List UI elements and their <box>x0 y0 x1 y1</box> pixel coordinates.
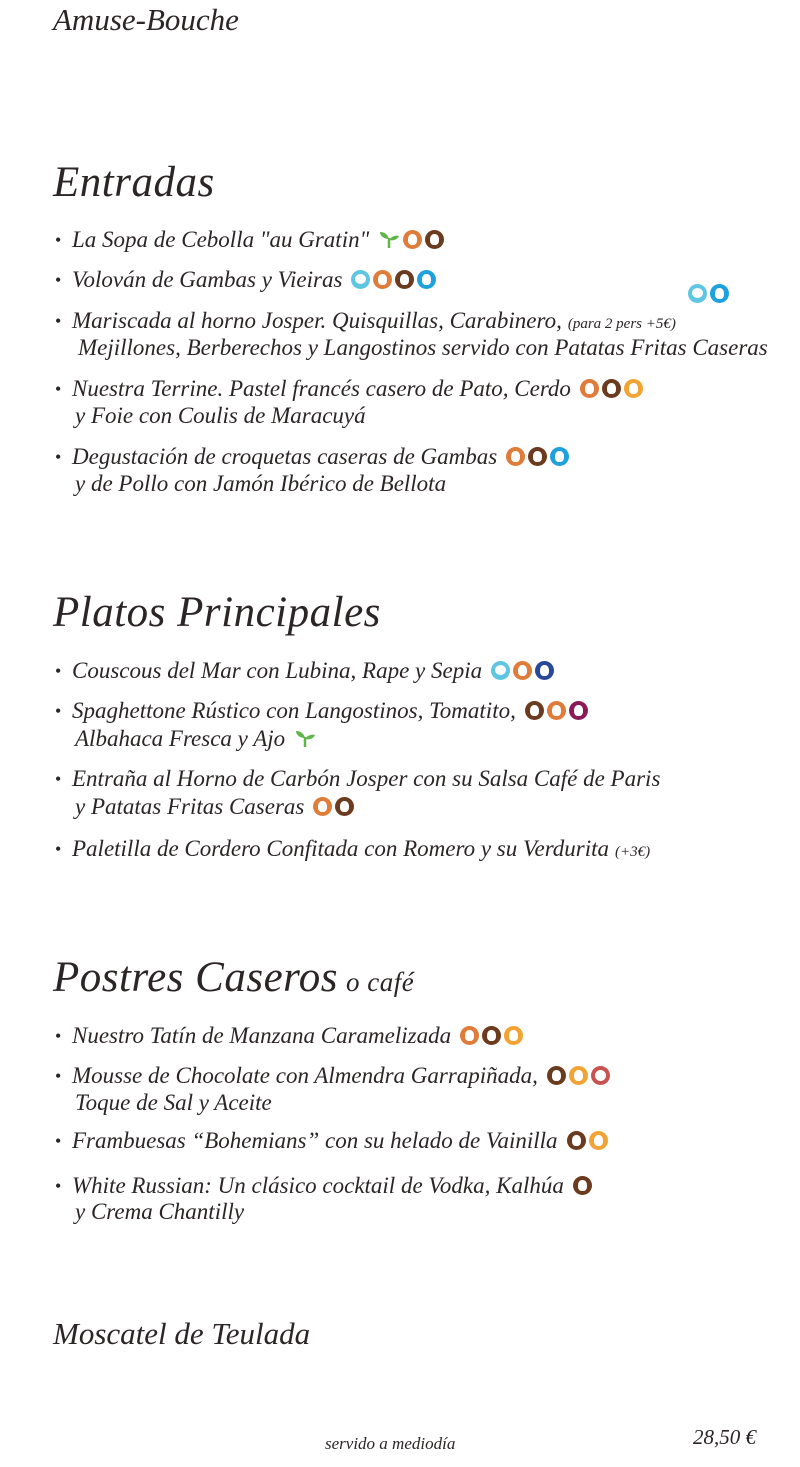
bullet: • <box>55 230 62 250</box>
menu-item-text: Frambuesas “Bohemians” con su helado de Vainilla <box>72 1128 558 1153</box>
bullet: • <box>55 311 62 331</box>
menu-item-text: y Foie con Coulis de Maracuyá <box>75 403 366 428</box>
allergen-icons <box>564 1128 608 1153</box>
menu-item-text: White Russian: Un clásico cocktail de Vodka, Kalhúa <box>72 1173 564 1198</box>
gluten-allergen-icon <box>513 661 532 680</box>
served-note: servido a mediodía <box>325 1434 456 1453</box>
mollusc-allergen-icon <box>351 270 370 289</box>
bullet: • <box>55 769 62 789</box>
allergen-icons <box>291 726 316 751</box>
bullet: • <box>55 379 62 399</box>
menu-item-continuation <box>75 793 354 821</box>
bullet: • <box>55 1066 62 1086</box>
menu-item <box>55 697 588 725</box>
fish-allergen-icon <box>535 661 554 680</box>
milk-allergen-icon <box>525 701 544 720</box>
menu-item-text: Couscous del Mar con Lubina, Rape y Sepia <box>72 658 483 683</box>
bullet: • <box>55 1026 62 1046</box>
menu-item-continuation <box>75 402 366 430</box>
menu-item-text: y Crema Chantilly <box>75 1199 245 1224</box>
allergen-icons <box>488 658 554 683</box>
menu-item-text: y de Pollo con Jamón Ibérico de Bellota <box>75 471 447 496</box>
allergen-icons <box>503 444 569 469</box>
nuts-allergen-icon <box>589 1131 608 1150</box>
menu-item <box>55 1022 523 1050</box>
menu-item-continuation <box>75 725 316 753</box>
milk-allergen-icon <box>425 230 444 249</box>
milk-allergen-icon <box>573 1176 592 1195</box>
menu-item <box>55 765 661 793</box>
milk-allergen-icon <box>528 447 547 466</box>
menu-item-text: Entraña al Horno de Carbón Josper con su Salsa Café de Paris <box>72 766 661 791</box>
menu-item-text: Nuestra Terrine. Pastel francés casero de Pato, Cerdo <box>72 376 571 401</box>
bullet: • <box>55 701 62 721</box>
allergen-icons <box>544 1063 610 1088</box>
gluten-allergen-icon <box>373 270 392 289</box>
gluten-allergen-icon <box>506 447 525 466</box>
egg-allergen-icon <box>591 1066 610 1085</box>
menu-item-text: y Patatas Fritas Caseras <box>75 794 305 819</box>
menu-item-text: Mejillones, Berberechos y Langostinos servido con Patatas Fritas Caseras <box>78 335 768 360</box>
menu-item <box>55 443 569 471</box>
menu-price: 28,50 € <box>693 1425 756 1449</box>
milk-allergen-icon <box>395 270 414 289</box>
allergen-icons <box>570 1173 592 1198</box>
vegan-allergen-icon <box>378 228 400 247</box>
menu-item <box>55 375 643 403</box>
allergen-icons <box>348 267 436 292</box>
menu-item-text: Degustación de croquetas caseras de Gambas <box>72 444 498 469</box>
crustacean-allergen-icon <box>550 447 569 466</box>
menu-item <box>55 226 444 254</box>
menu-item-continuation <box>78 334 768 362</box>
amuse-bouche-heading: Amuse-Bouche <box>53 2 239 37</box>
bullet: • <box>55 661 62 681</box>
milk-allergen-icon <box>567 1131 586 1150</box>
menu-item <box>55 1127 608 1155</box>
menu-item <box>55 1172 592 1200</box>
wine-heading: Moscatel de Teulada <box>53 1316 311 1351</box>
milk-allergen-icon <box>547 1066 566 1085</box>
menu-item-text: La Sopa de Cebolla "au Gratin" <box>72 227 370 252</box>
bullet: • <box>55 270 62 290</box>
menu-item-text: Mousse de Chocolate con Almendra Garrapiñada, <box>72 1063 538 1088</box>
menu-item-continuation <box>75 1198 244 1226</box>
allergen-icons <box>577 376 643 401</box>
menu-item <box>55 657 554 685</box>
nuts-allergen-icon <box>504 1026 523 1045</box>
gluten-allergen-icon <box>547 701 566 720</box>
section-title: Entradas <box>53 159 215 206</box>
section-heading <box>53 158 215 207</box>
section-title: Postres Caseros <box>53 954 339 1001</box>
gluten-allergen-icon <box>313 797 332 816</box>
menu-item-text: Spaghettone Rústico con Langostinos, Tomatito, <box>72 698 516 723</box>
menu-item-text: Mariscada al horno Josper. Quisquillas, Carabinero, <box>72 308 562 333</box>
nuts-allergen-icon <box>569 1066 588 1085</box>
section-heading <box>53 953 414 1002</box>
gluten-allergen-icon <box>460 1026 479 1045</box>
menu-item-text: Toque de Sal y Aceite <box>75 1090 272 1115</box>
bullet: • <box>55 1131 62 1151</box>
milk-allergen-icon <box>602 379 621 398</box>
menu-item-continuation <box>75 1089 272 1117</box>
crustacean-allergen-icon <box>710 284 729 303</box>
menu-item <box>55 1062 610 1090</box>
crustacean-allergen-icon <box>417 270 436 289</box>
allergen-icons <box>375 227 444 252</box>
gluten-allergen-icon <box>403 230 422 249</box>
bullet: • <box>55 1176 62 1196</box>
allergen-icons <box>310 794 354 819</box>
vegan-allergen-icon <box>294 727 316 746</box>
mollusc-allergen-icon <box>491 661 510 680</box>
gluten-allergen-icon <box>580 379 599 398</box>
milk-allergen-icon <box>335 797 354 816</box>
menu-item-continuation <box>75 470 446 498</box>
sulphites-allergen-icon <box>569 701 588 720</box>
menu-item <box>55 266 436 294</box>
milk-allergen-icon <box>482 1026 501 1045</box>
allergen-icons <box>522 698 588 723</box>
section-subtitle: o café <box>346 967 415 997</box>
mollusc-allergen-icon <box>688 284 707 303</box>
allergen-icons <box>457 1023 523 1048</box>
allergen-icons <box>685 284 729 306</box>
menu-item-text: Volován de Gambas y Vieiras <box>72 267 343 292</box>
nuts-allergen-icon <box>624 379 643 398</box>
menu-item-text: Paletilla de Cordero Confitada con Romero y su Verdurita <box>72 836 610 861</box>
section-heading <box>53 588 381 637</box>
price-note: (+3€) <box>615 844 651 860</box>
bullet: • <box>55 447 62 467</box>
bullet: • <box>55 839 62 859</box>
menu-item <box>55 835 651 866</box>
menu-item-text: Albahaca Fresca y Ajo <box>75 726 286 751</box>
menu-item-text: Nuestro Tatín de Manzana Caramelizada <box>72 1023 452 1048</box>
section-title: Platos Principales <box>53 589 381 636</box>
price-note: (para 2 pers +5€) <box>567 316 676 332</box>
